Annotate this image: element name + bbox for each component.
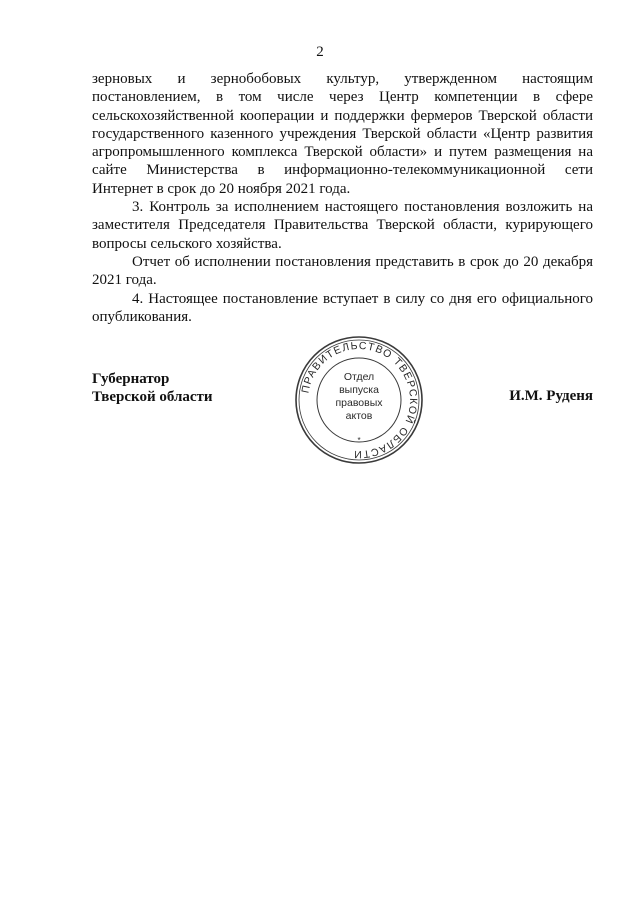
stamp-star: * bbox=[357, 436, 361, 445]
signer-name: И.М. Руденя bbox=[509, 388, 593, 404]
stamp-center-line1: Отдел bbox=[343, 371, 375, 383]
paragraph-report: Отчет об исполнении постановления представить в срок до 20 декабря 2021 года. bbox=[92, 253, 593, 289]
stamp-center-text bbox=[294, 371, 424, 423]
stamp-ring-text: ПРАВИТЕЛЬСТВО ТВЕРСКОЙ ОБЛАСТИ bbox=[299, 339, 420, 461]
page-number: 2 bbox=[316, 44, 324, 60]
official-stamp bbox=[294, 335, 424, 465]
stamp-center-line4: актов bbox=[345, 410, 373, 422]
paragraph-control: 3. Контроль за исполнением настоящего постановления возложить на заместителя Председателя Правительства Тверской области, курирующего вопросы сельского хозяйства. bbox=[92, 199, 593, 252]
signer-title bbox=[92, 370, 213, 407]
signer-title-line2: Тверской области bbox=[92, 389, 213, 406]
signer-title-line1: Губернатор bbox=[92, 371, 170, 387]
paragraph-effective-date: 4. Настоящее постановление вступает в силу со дня его официального опубликования. bbox=[92, 290, 593, 325]
paragraph-continuation: зерновых и зернобобовых культур, утвержденном настоящим постановлением, в том числе через Центр компетенции в сфере сельскохозяйственной кооперации и поддержки фермеров Тверской области государственного казенного учреждения Тверской области «Центр развития агропромышленного комплекса Тверской области» и путем размещения на сайте Министерства в информационно-телекоммуникационной сети Интернет в срок до 20 ноября 2021 года. bbox=[92, 71, 593, 197]
stamp-center-line2: выпуска bbox=[339, 384, 379, 396]
stamp-center-line3: правовых bbox=[335, 397, 383, 409]
document-body bbox=[92, 70, 593, 326]
